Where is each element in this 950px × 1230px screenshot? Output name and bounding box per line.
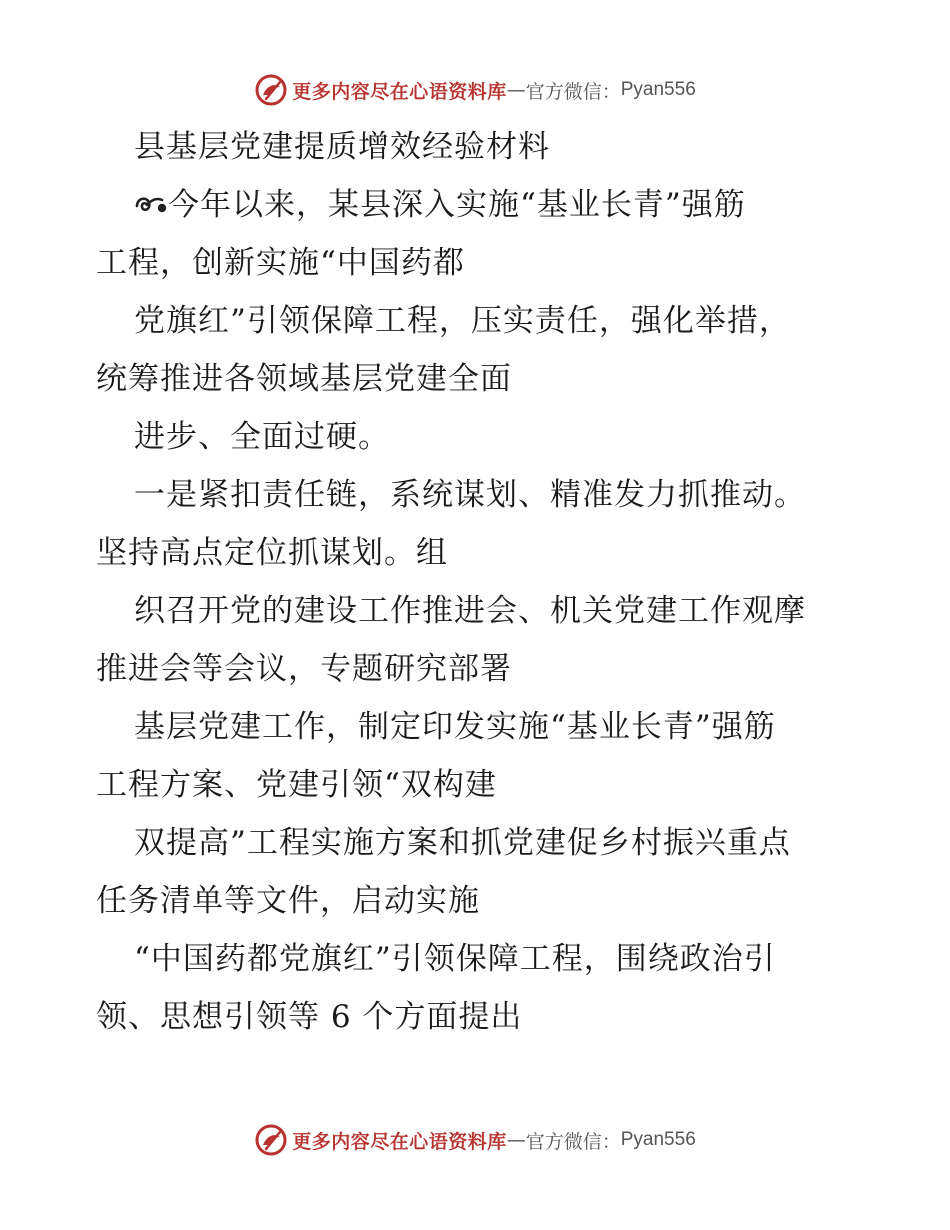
paragraph-line: 进步、全面过硬。 xyxy=(134,419,390,455)
header-wechat-id: Pyan556 xyxy=(620,79,696,100)
paragraph-line: 推进会等会议，专题研究部署 xyxy=(96,651,512,687)
footer-site-text: 更多内容尽在心语资料库 xyxy=(292,1130,507,1153)
paragraph-line: 双提高”工程实施方案和抓党建促乡村振兴重点 xyxy=(134,825,791,861)
paragraph-line: 任务清单等文件，启动实施 xyxy=(96,883,480,919)
header-separator: — xyxy=(506,79,526,101)
paragraph-line: 一是紧扣责任链，系统谋划、精准发力抓推动。 xyxy=(134,477,806,513)
footer-banner xyxy=(0,1120,950,1160)
header-banner xyxy=(0,70,950,110)
curl-bullet-icon xyxy=(134,190,168,218)
paragraph-line: 统筹推进各领域基层党建全面 xyxy=(96,361,512,397)
paragraph-line: “中国药都党旗红”引领保障工程，围绕政治引 xyxy=(134,941,776,977)
header-wechat-label: 官方微信： xyxy=(525,80,621,103)
paragraph-line: 工程，创新实施“中国药都 xyxy=(96,245,465,281)
footer-separator: — xyxy=(506,1129,526,1151)
paragraph-line: 基层党建工作，制定印发实施“基业长青”强筋 xyxy=(134,709,776,745)
document-title: 县基层党建提质增效经验材料 xyxy=(134,129,550,165)
seal-logo-icon xyxy=(254,73,288,107)
paragraph-line: 党旗红”引领保障工程，压实责任，强化举措， xyxy=(134,303,791,339)
footer-wechat-label: 官方微信： xyxy=(525,1130,621,1153)
paragraph-line xyxy=(96,176,866,234)
paragraph-line: 坚持高点定位抓谋划。组 xyxy=(96,535,448,571)
paragraph-line: 织召开党的建设工作推进会、机关党建工作观摩 xyxy=(134,593,806,629)
document-body xyxy=(96,118,866,1046)
seal-logo-icon xyxy=(254,1123,288,1157)
header-site-text: 更多内容尽在心语资料库 xyxy=(292,80,507,103)
paragraph-line: 领、思想引领等 6 个方面提出 xyxy=(96,999,523,1035)
footer-wechat-id: Pyan556 xyxy=(620,1129,696,1150)
paragraph-line-text: 今年以来，某县深入实施“基业长青”强筋 xyxy=(168,187,746,223)
paragraph-line: 工程方案、党建引领“双构建 xyxy=(96,767,497,803)
